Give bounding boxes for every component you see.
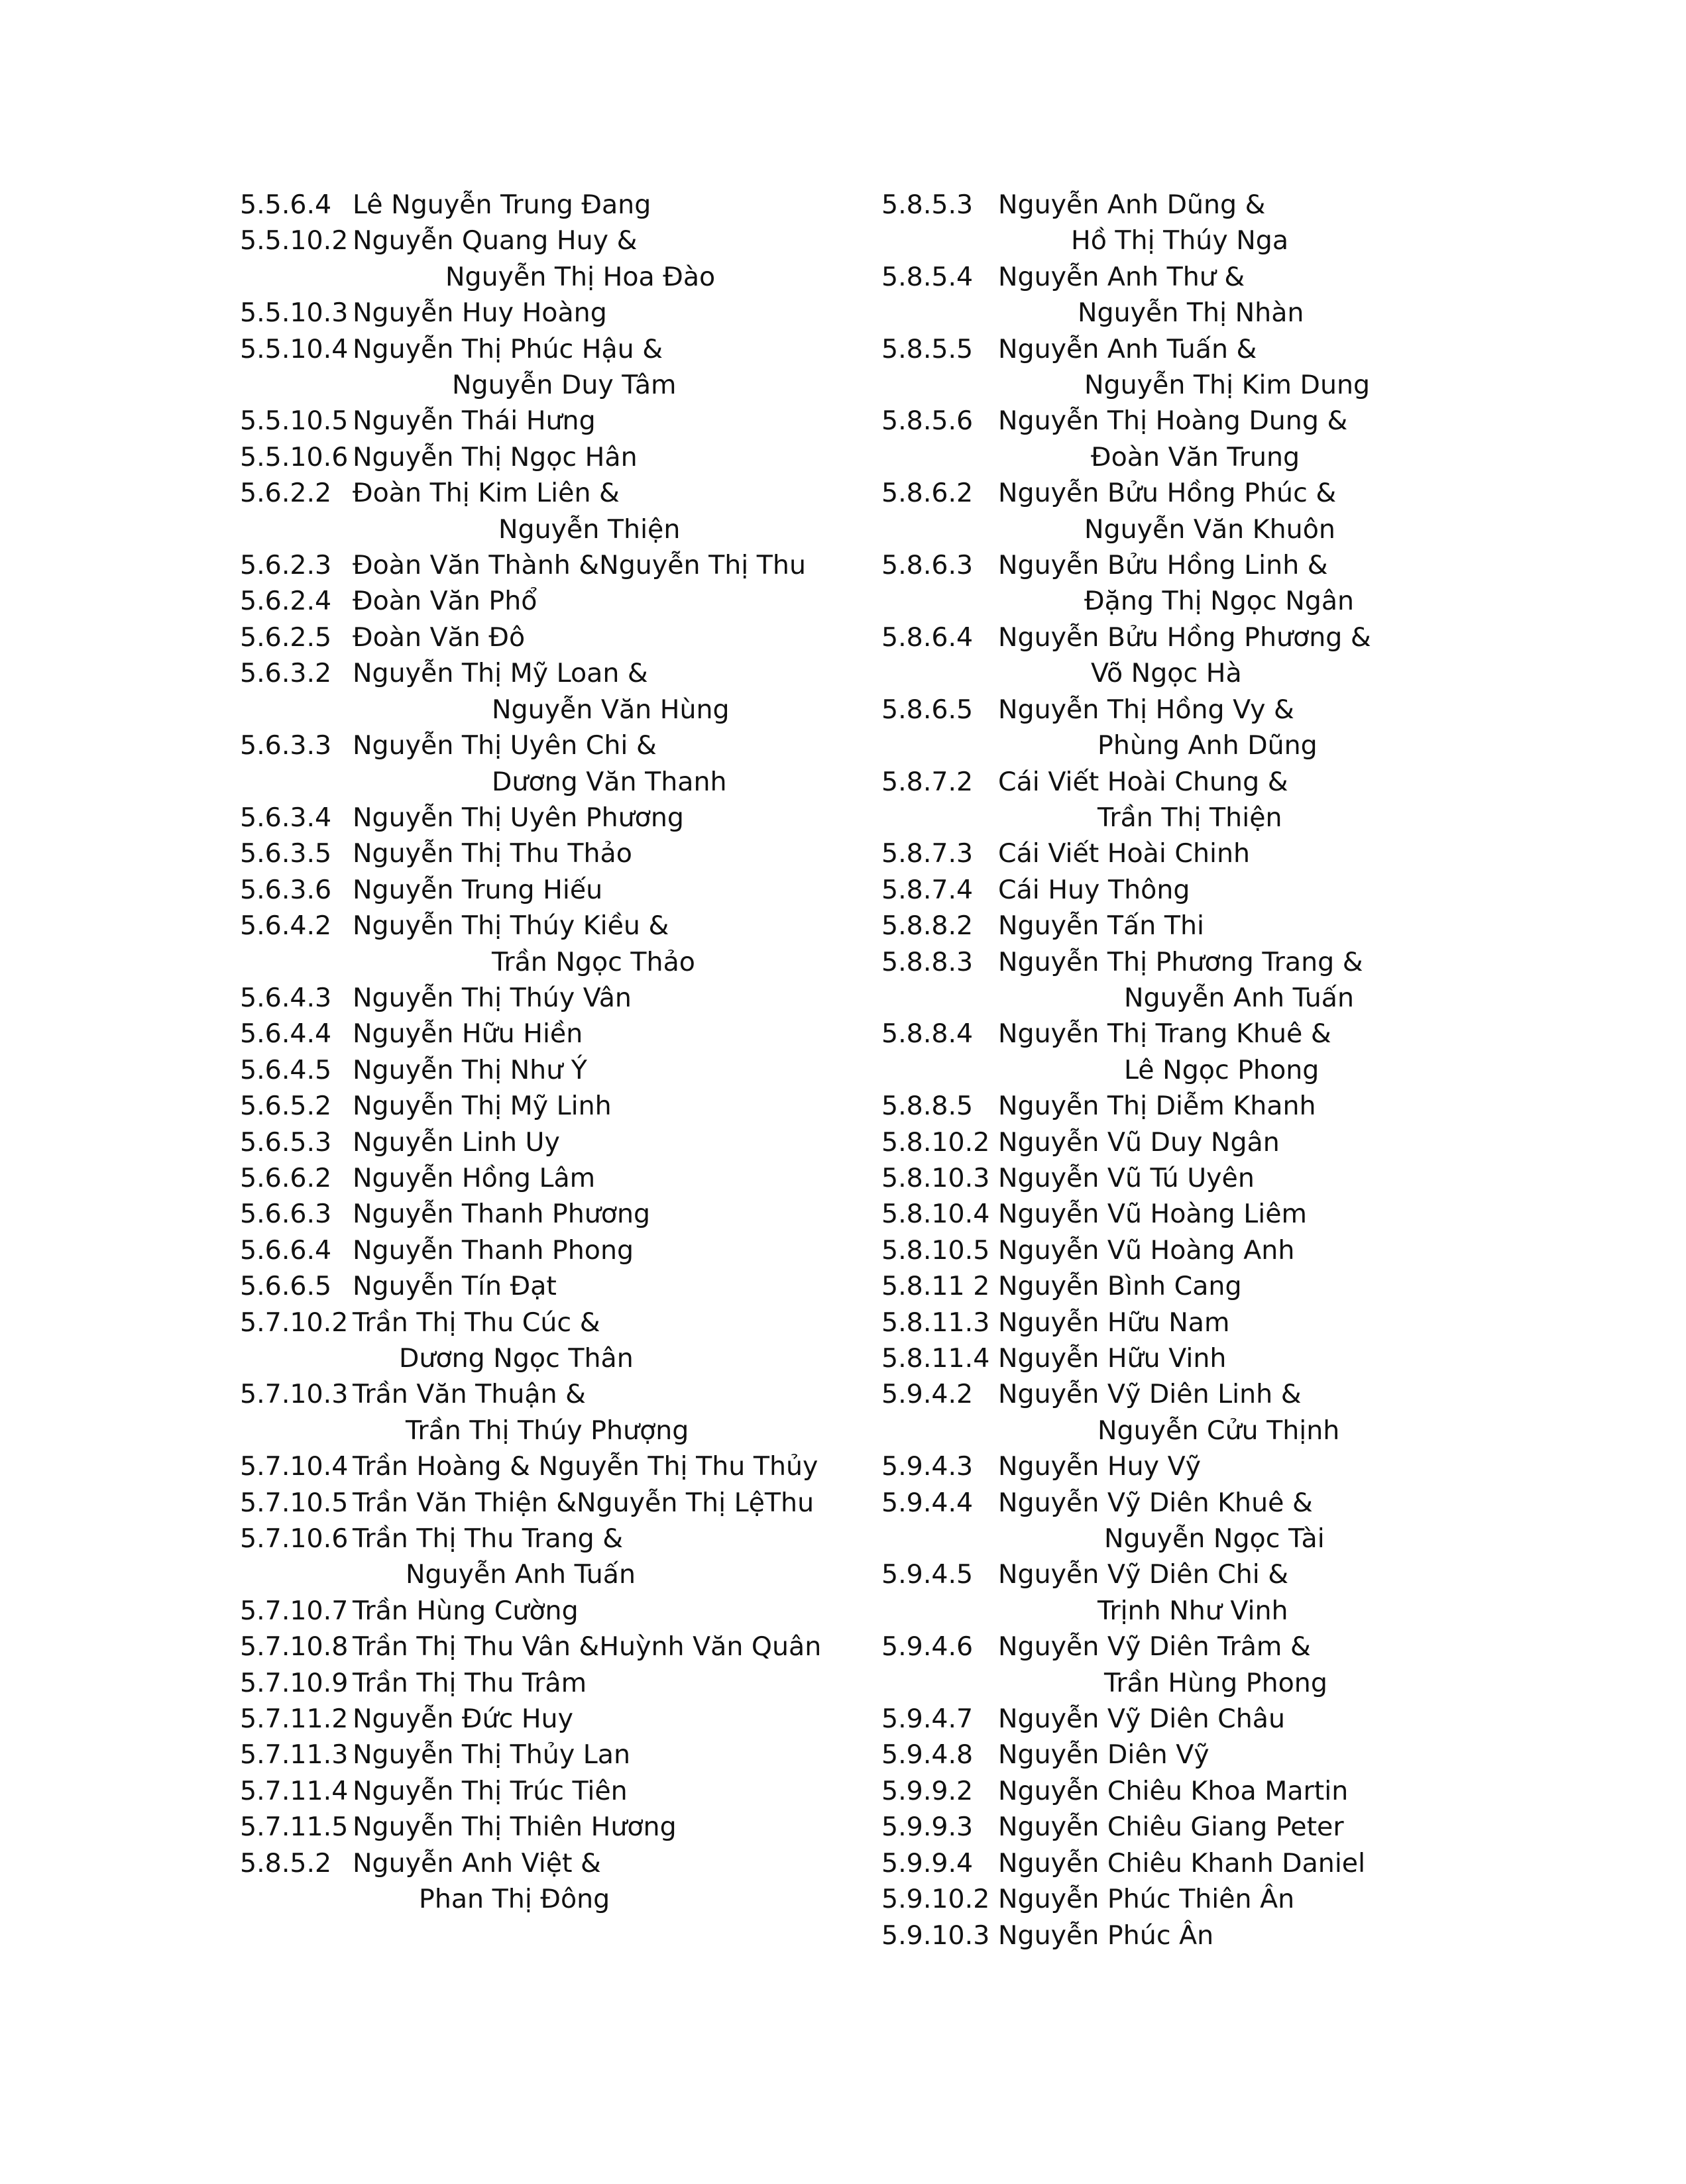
entry-code: 5.6.2.3 [240,550,332,581]
entry-name: Nguyễn Vũ Duy Ngân [998,1126,1280,1158]
entry-name: Nguyễn Thị Hồng Vy & [998,694,1294,725]
list-entry [881,1918,1478,1953]
entry-name: Cái Huy Thông [998,874,1190,905]
entry-code: 5.7.11.2 [240,1704,349,1735]
entry-code: 5.5.6.4 [240,190,332,220]
entry-name: Nguyễn Thị Uyên Phương [353,802,684,833]
entry-code: 5.5.10.3 [240,298,349,329]
entry-name-continuation: Nguyễn Thị Kim Dung [1084,370,1371,401]
entry-code: 5.8.6.3 [881,550,974,581]
entry-name: Nguyễn Hữu Nam [998,1307,1230,1338]
list-entry [881,1809,1478,1845]
entry-name: Nguyễn Thị Phúc Hậu & [353,333,663,364]
list-entry [240,872,863,908]
entry-code: 5.9.4.7 [881,1704,974,1735]
entry-name-continuation: Nguyễn Ngọc Tài [1104,1523,1325,1555]
entry-name: Nguyễn Chiêu Giang Peter [998,1812,1344,1843]
list-entry [240,1448,863,1484]
entry-name: Trần Thị Thu Vân &Huỳnh Văn Quân [353,1631,822,1663]
list-entry [240,836,863,871]
entry-name: Nguyễn Anh Tuấn & [998,333,1257,364]
list-entry [881,872,1478,908]
list-entry [881,187,1478,259]
entry-code: 5.6.4.3 [240,982,332,1013]
list-entry [240,187,863,223]
list-entry [240,1629,863,1665]
list-entry [240,583,863,619]
entry-name: Nguyễn Vỹ Diên Châu [998,1704,1286,1735]
entry-name: Nguyễn Thị Trúc Tiên [353,1775,628,1806]
entry-code: 5.6.6.5 [240,1271,332,1302]
list-entry [881,331,1478,404]
entry-code: 5.8.11.3 [881,1307,990,1338]
list-entry [881,1629,1478,1701]
entry-name: Nguyễn Tấn Thi [998,910,1204,942]
entry-name-continuation: Phan Thị Đông [419,1884,610,1915]
entry-name: Nguyễn Thị Thiên Hương [353,1812,677,1843]
entry-code: 5.7.10.4 [240,1451,349,1482]
list-entry [881,1556,1478,1629]
entry-name-continuation: Phùng Anh Dũng [1097,730,1318,761]
list-entry [240,1196,863,1232]
entry-name: Nguyễn Thị Trang Khuê & [998,1018,1331,1050]
list-entry [240,1593,863,1629]
list-entry [240,1809,863,1845]
list-entry [881,1881,1478,1917]
entry-code: 5.9.9.2 [881,1775,974,1806]
entry-name: Nguyễn Phúc Ân [998,1920,1214,1951]
entry-code: 5.9.4.6 [881,1631,974,1663]
entry-code: 5.8.7.3 [881,838,974,869]
entry-code: 5.9.4.8 [881,1739,974,1771]
entry-name: Nguyễn Anh Dũng & [998,190,1266,220]
list-entry [240,223,863,295]
entry-name: Nguyễn Thị Hoàng Dung & [998,406,1348,437]
right-column [881,187,1478,1953]
list-entry [881,1845,1478,1881]
entry-name: Nguyễn Thị Thúy Kiều & [353,910,669,942]
list-entry [240,908,863,980]
list-entry [240,1845,863,1918]
list-entry [881,620,1478,692]
list-entry [881,1124,1478,1160]
entry-name: Nguyễn Linh Uy [353,1126,560,1158]
entry-name: Nguyễn Thị Thu Thảo [353,838,632,869]
entry-code: 5.5.10.2 [240,225,349,256]
entry-code: 5.6.6.2 [240,1162,332,1193]
list-entry [881,908,1478,944]
entry-code: 5.6.3.5 [240,838,332,869]
list-entry [240,1376,863,1448]
entry-code: 5.6.2.2 [240,478,332,509]
entry-name-continuation: Nguyễn Thiện [498,514,681,545]
list-entry [881,1268,1478,1304]
entry-code: 5.7.10.5 [240,1487,349,1518]
list-entry [240,439,863,475]
list-entry [881,1232,1478,1268]
entry-name-continuation: Nguyễn Cửu Thịnh [1097,1415,1340,1446]
entry-name: Nguyễn Vỹ Diên Trâm & [998,1631,1311,1663]
entry-code: 5.8.8.2 [881,910,974,942]
list-entry [881,1088,1478,1124]
entry-name: Nguyễn Hồng Lâm [353,1162,596,1193]
entry-name: Nguyễn Thị Thủy Lan [353,1739,630,1771]
entry-name: Nguyễn Trung Hiếu [353,874,603,905]
entry-code: 5.8.6.2 [881,478,974,509]
entry-code: 5.8.6.5 [881,694,974,725]
entry-name-continuation: Nguyễn Văn Khuôn [1084,514,1335,545]
entry-code: 5.6.3.6 [240,874,332,905]
entry-name: Nguyễn Hữu Hiền [353,1018,583,1050]
list-entry [881,259,1478,331]
list-entry [881,1196,1478,1232]
list-entry [881,1737,1478,1773]
entry-name: Nguyễn Thị Uyên Chi & [353,730,657,761]
list-entry [881,1701,1478,1737]
entry-name: Trần Văn Thiện &Nguyễn Thị LệThu [353,1487,815,1518]
entry-code: 5.9.9.3 [881,1812,974,1843]
entry-name: Cái Viết Hoài Chinh [998,838,1251,869]
entry-code: 5.8.10.5 [881,1234,990,1266]
list-entry [240,1232,863,1268]
list-entry [240,1016,863,1052]
entry-code: 5.9.10.3 [881,1920,990,1951]
list-entry [881,1376,1478,1448]
entry-name-continuation: Hồ Thị Thúy Nga [1071,225,1289,256]
entry-code: 5.8.7.4 [881,874,974,905]
entry-code: 5.8.5.4 [881,261,974,292]
list-entry [881,692,1478,764]
entry-name: Nguyễn Đức Huy [353,1704,573,1735]
entry-name-continuation: Lê Ngọc Phong [1124,1054,1320,1085]
entry-name: Nguyễn Vũ Hoàng Liêm [998,1199,1308,1230]
list-entry [240,1088,863,1124]
entry-code: 5.8.8.4 [881,1018,974,1050]
entry-code: 5.6.2.5 [240,622,332,653]
entry-name: Nguyễn Thị Thúy Vân [353,982,632,1013]
entry-name-continuation: Dương Văn Thanh [492,766,727,797]
list-entry [240,547,863,583]
entry-code: 5.8.10.2 [881,1126,990,1158]
entry-name: Nguyễn Vỹ Diên Khuê & [998,1487,1313,1518]
entry-code: 5.6.4.5 [240,1054,332,1085]
entry-name: Nguyễn Bửu Hồng Phúc & [998,478,1337,509]
entry-name: Nguyễn Chiêu Khoa Martin [998,1775,1349,1806]
entry-code: 5.5.10.6 [240,441,349,472]
entry-code: 5.9.4.4 [881,1487,974,1518]
entry-name: Trần Hoàng & Nguyễn Thị Thu Thủy [353,1451,818,1482]
entry-name: Nguyễn Huy Hoàng [353,298,607,329]
entry-name: Cái Viết Hoài Chung & [998,766,1288,797]
entry-name: Đoàn Văn Thành &Nguyễn Thị Thu [353,550,806,581]
list-entry [881,836,1478,871]
entry-name-continuation: Nguyễn Văn Hùng [492,694,730,725]
entry-name: Nguyễn Thị Mỹ Loan & [353,658,648,689]
list-entry [240,728,863,800]
entry-name: Nguyễn Bửu Hồng Phương & [998,622,1371,653]
list-entry [240,331,863,404]
entry-name: Nguyễn Thái Hưng [353,406,596,437]
list-entry [240,620,863,655]
list-entry [240,1521,863,1593]
entry-code: 5.6.6.4 [240,1234,332,1266]
entry-name: Đoàn Văn Đô [353,622,526,653]
entry-code: 5.6.3.3 [240,730,332,761]
list-entry [881,944,1478,1016]
list-entry [240,1160,863,1196]
entry-name-continuation: Nguyễn Anh Tuấn [406,1559,636,1590]
entry-name-continuation: Dương Ngọc Thân [399,1343,634,1374]
entry-code: 5.7.11.3 [240,1739,349,1771]
entry-name: Nguyễn Diên Vỹ [998,1739,1209,1771]
list-entry [881,1305,1478,1340]
entry-code: 5.7.11.4 [240,1775,349,1806]
list-entry [240,1737,863,1773]
entry-name: Nguyễn Vũ Hoàng Anh [998,1234,1295,1266]
list-entry [240,1124,863,1160]
entry-name-continuation: Đoàn Văn Trung [1091,441,1300,472]
entry-code: 5.7.10.2 [240,1307,349,1338]
list-entry [240,655,863,728]
entry-code: 5.8.8.5 [881,1091,974,1122]
entry-code: 5.7.10.9 [240,1667,349,1698]
entry-code: 5.8.8.3 [881,946,974,977]
entry-name-continuation: Đặng Thị Ngọc Ngân [1084,586,1355,617]
entry-name: Đoàn Thị Kim Liên & [353,478,620,509]
entry-name: Nguyễn Phúc Thiên Ân [998,1884,1295,1915]
entry-name-continuation: Trần Thị Thiện [1097,802,1282,833]
list-entry [881,475,1478,547]
entry-name: Nguyễn Anh Thư & [998,261,1245,292]
entry-name-continuation: Trần Hùng Phong [1104,1667,1327,1698]
list-entry [240,475,863,547]
entry-name-continuation: Võ Ngọc Hà [1091,658,1242,689]
entry-code: 5.6.3.2 [240,658,332,689]
entry-name-continuation: Nguyễn Thị Hoa Đào [445,261,716,292]
entry-name: Nguyễn Chiêu Khanh Daniel [998,1847,1366,1879]
list-entry [881,764,1478,836]
list-entry [240,1305,863,1377]
entry-name: Nguyễn Anh Việt & [353,1847,601,1879]
left-column [240,187,863,1918]
list-entry [240,1485,863,1521]
entry-code: 5.8.7.2 [881,766,974,797]
entry-code: 5.5.10.5 [240,406,349,437]
entry-code: 5.7.10.7 [240,1595,349,1626]
list-entry [881,1773,1478,1809]
entry-code: 5.7.10.3 [240,1379,349,1410]
list-entry [881,1016,1478,1088]
list-entry [240,980,863,1016]
entry-code: 5.5.10.4 [240,333,349,364]
list-entry [240,1268,863,1304]
list-entry [240,1052,863,1088]
list-entry [240,295,863,331]
entry-code: 5.7.10.8 [240,1631,349,1663]
entry-name-continuation: Nguyễn Anh Tuấn [1124,982,1354,1013]
list-entry [881,547,1478,620]
entry-name: Nguyễn Thị Diễm Khanh [998,1091,1316,1122]
list-entry [881,1485,1478,1557]
entry-name: Nguyễn Thị Ngọc Hân [353,441,638,472]
entry-code: 5.7.11.5 [240,1812,349,1843]
entry-code: 5.8.6.4 [881,622,974,653]
entry-name: Lê Nguyễn Trung Đang [353,190,651,220]
entry-code: 5.6.6.3 [240,1199,332,1230]
entry-name: Nguyễn Vũ Tú Uyên [998,1162,1255,1193]
entry-code: 5.8.11.4 [881,1343,990,1374]
entry-name: Nguyễn Tín Đạt [353,1271,557,1302]
entry-name: Nguyễn Huy Vỹ [998,1451,1201,1482]
entry-name-continuation: Trần Ngọc Thảo [492,946,695,977]
entry-name: Nguyễn Vỹ Diên Linh & [998,1379,1302,1410]
entry-code: 5.9.9.4 [881,1847,974,1879]
list-entry [881,1160,1478,1196]
entry-code: 5.6.2.4 [240,586,332,617]
entry-name-continuation: Trần Thị Thúy Phượng [406,1415,689,1446]
entry-code: 5.9.10.2 [881,1884,990,1915]
list-entry [881,403,1478,475]
entry-code: 5.8.5.6 [881,406,974,437]
entry-code: 5.9.4.3 [881,1451,974,1482]
list-entry [240,1665,863,1701]
entry-name: Nguyễn Bửu Hồng Linh & [998,550,1328,581]
entry-name-continuation: Nguyễn Thị Nhàn [1078,298,1304,329]
entry-code: 5.6.5.3 [240,1126,332,1158]
entry-name: Nguyễn Thị Như Ý [353,1054,587,1085]
entry-code: 5.9.4.2 [881,1379,974,1410]
entry-name: Nguyễn Thanh Phong [353,1234,634,1266]
entry-code: 5.8.5.2 [240,1847,332,1879]
list-entry [240,1773,863,1809]
entry-code: 5.8.10.3 [881,1162,990,1193]
entry-name: Trần Hùng Cường [353,1595,579,1626]
entry-name: Nguyễn Hữu Vinh [998,1343,1227,1374]
entry-code: 5.8.5.3 [881,190,974,220]
entry-name-continuation: Nguyễn Duy Tâm [452,370,677,401]
list-entry [881,1340,1478,1376]
list-entry [240,800,863,836]
list-entry [240,1701,863,1737]
entry-name: Nguyễn Vỹ Diên Chi & [998,1559,1289,1590]
entry-name-continuation: Trịnh Như Vinh [1097,1595,1288,1626]
entry-name: Trần Thị Thu Cúc & [353,1307,600,1338]
entry-name: Trần Thị Thu Trang & [353,1523,624,1555]
entry-name: Nguyễn Thị Phương Trang & [998,946,1363,977]
entry-name: Trần Thị Thu Trâm [353,1667,587,1698]
list-entry [240,403,863,439]
entry-code: 5.8.10.4 [881,1199,990,1230]
entry-name: Nguyễn Thanh Phương [353,1199,651,1230]
entry-name: Nguyễn Quang Huy & [353,225,638,256]
entry-code: 5.6.5.2 [240,1091,332,1122]
entry-code: 5.6.3.4 [240,802,332,833]
entry-name: Nguyễn Thị Mỹ Linh [353,1091,612,1122]
entry-name: Nguyễn Bình Cang [998,1271,1242,1302]
entry-code: 5.6.4.4 [240,1018,332,1050]
entry-code: 5.7.10.6 [240,1523,349,1555]
entry-code: 5.8.5.5 [881,333,974,364]
entry-code: 5.6.4.2 [240,910,332,942]
entry-code: 5.9.4.5 [881,1559,974,1590]
entry-code: 5.8.11 2 [881,1271,990,1302]
entry-name: Trần Văn Thuận & [353,1379,586,1410]
list-entry [881,1448,1478,1484]
entry-name: Đoàn Văn Phổ [353,586,537,617]
